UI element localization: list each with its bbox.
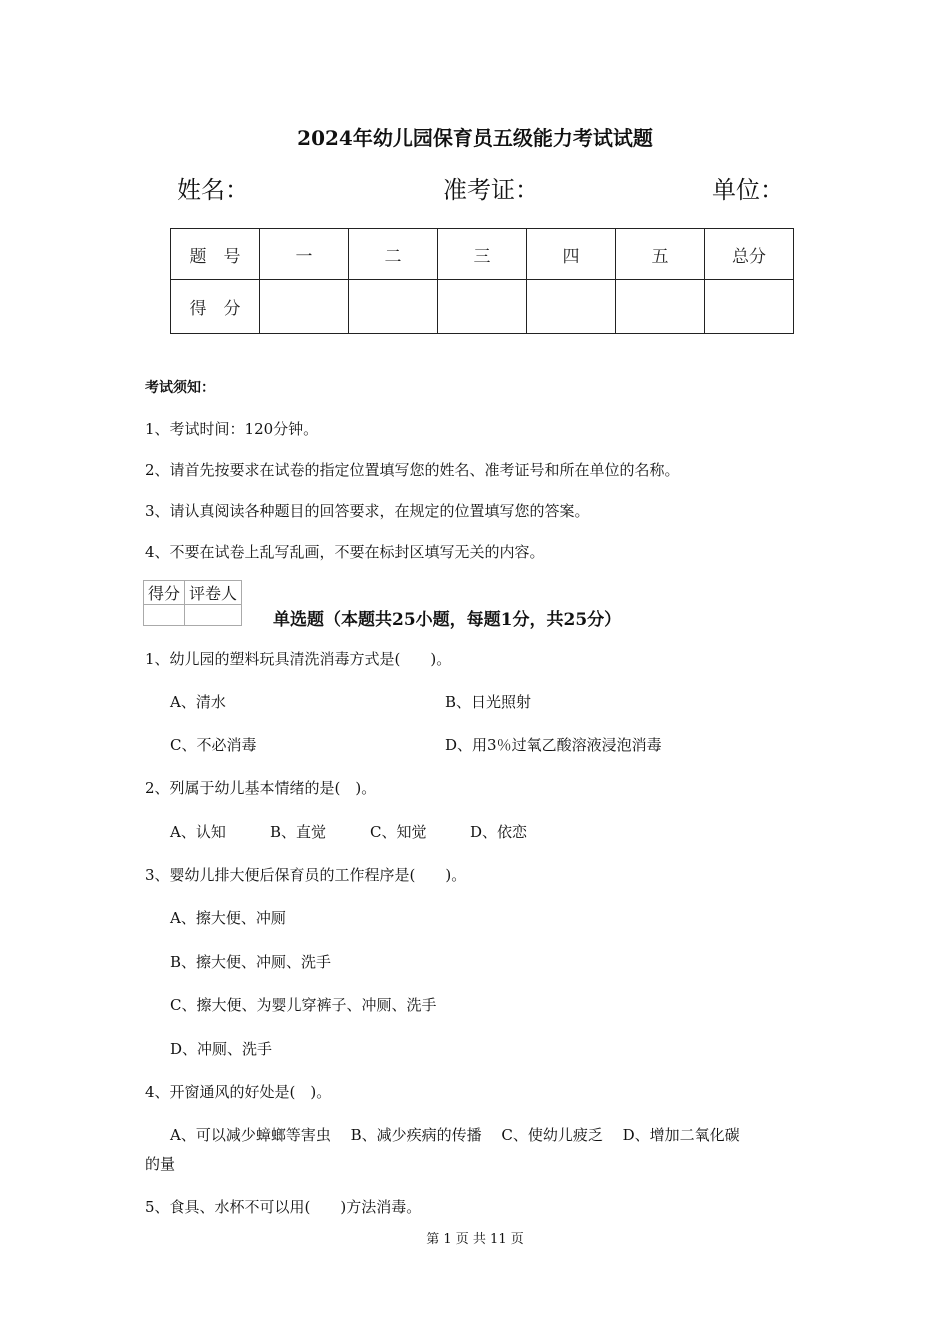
grader-name-label: 评卷人 xyxy=(185,581,242,605)
notice-item: 2、请首先按要求在试卷的指定位置填写您的姓名、准考证号和所在单位的名称。 xyxy=(145,461,680,479)
score-table-cell: 得 分 xyxy=(171,280,260,334)
question-option: A、认知 xyxy=(170,823,226,841)
question-option: C、不必消毒 xyxy=(170,736,257,754)
question-options-line: A、可以减少蟑螂等害虫 B、减少疾病的传播 C、使幼儿疲乏 D、增加二氧化碳 xyxy=(170,1126,740,1144)
score-table-cell: 总分 xyxy=(705,229,794,280)
notice-heading: 考试须知： xyxy=(145,380,215,396)
grader-box xyxy=(143,580,242,626)
score-table-cell xyxy=(438,280,527,334)
question-stem: 4、开窗通风的好处是( )。 xyxy=(145,1083,332,1101)
grader-name-cell xyxy=(185,605,242,626)
score-table-cell: 四 xyxy=(527,229,616,280)
unit-field-label: 单位： xyxy=(712,176,784,204)
page-footer: 第 1 页 共 11 页 xyxy=(426,1232,524,1247)
question-stem: 1、幼儿园的塑料玩具清洗消毒方式是( )。 xyxy=(145,650,452,668)
question-option: B、日光照射 xyxy=(445,693,532,711)
question-stem: 2、列属于幼儿基本情绪的是( )。 xyxy=(145,779,377,797)
question-option: A、清水 xyxy=(170,693,226,711)
score-table-cell: 二 xyxy=(349,229,438,280)
score-table-cell: 题 号 xyxy=(171,229,260,280)
score-table-cell xyxy=(349,280,438,334)
section-title: 单选题（本题共25小题，每题1分，共25分） xyxy=(273,610,622,630)
score-table-score-row xyxy=(171,280,794,334)
question-option: C、知觉 xyxy=(370,823,427,841)
score-table-cell: 三 xyxy=(438,229,527,280)
question-option: A、擦大便、冲厕 xyxy=(170,909,286,927)
score-table-cell: 五 xyxy=(616,229,705,280)
score-table-cell xyxy=(527,280,616,334)
score-table-cell: 一 xyxy=(260,229,349,280)
exam-id-field-label: 准考证： xyxy=(443,176,539,204)
exam-title: 2024年幼儿园保育员五级能力考试试题 xyxy=(297,126,653,150)
score-table-cell xyxy=(705,280,794,334)
question-stem: 5、食具、水杯不可以用( )方法消毒。 xyxy=(145,1198,422,1216)
question-option: D、依恋 xyxy=(470,823,528,841)
notice-item: 4、不要在试卷上乱写乱画，不要在标封区填写无关的内容。 xyxy=(145,543,545,561)
question-option: D、冲厕、洗手 xyxy=(170,1040,273,1058)
name-field-label: 姓名： xyxy=(177,176,249,204)
notice-item: 1、考试时间：120分钟。 xyxy=(145,420,319,438)
notice-item: 3、请认真阅读各种题目的回答要求，在规定的位置填写您的答案。 xyxy=(145,502,590,520)
score-table-cell xyxy=(260,280,349,334)
question-options-wrap: 的量 xyxy=(145,1155,176,1173)
question-option: B、直觉 xyxy=(270,823,327,841)
score-table-cell xyxy=(616,280,705,334)
grader-score-cell xyxy=(144,605,185,626)
grader-score-label: 得分 xyxy=(144,581,185,605)
question-option: D、用3％过氧乙酸溶液浸泡消毒 xyxy=(445,736,662,754)
score-table-header-row xyxy=(171,229,794,280)
score-table xyxy=(170,228,794,334)
question-option: C、擦大便、为婴儿穿裤子、冲厕、洗手 xyxy=(170,996,437,1014)
question-option: B、擦大便、冲厕、洗手 xyxy=(170,953,332,971)
question-stem: 3、婴幼儿排大便后保育员的工作程序是( )。 xyxy=(145,866,467,884)
